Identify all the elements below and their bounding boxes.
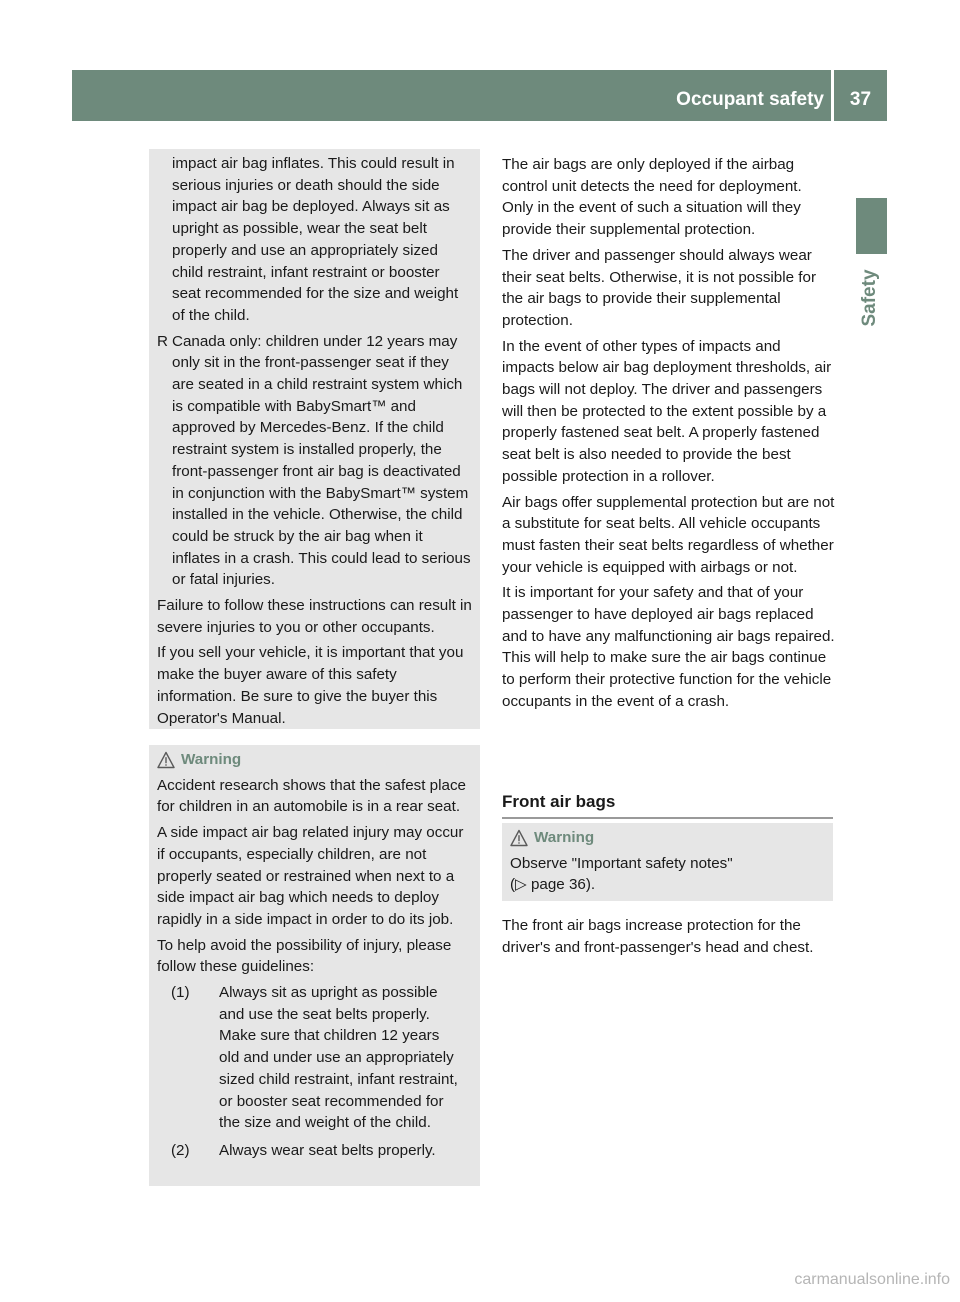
safety-note-box [149,149,480,729]
watermark: carmanualsonline.info [794,1271,950,1288]
paragraph: Accident research shows that the safest place for children in an automobile is in a rear seat. [157,776,466,816]
warning-heading [157,749,472,771]
warning-text: Observe "Important safety notes" [510,854,733,872]
list-text: Always wear seat belts properly. [219,1141,436,1159]
section-divider [502,817,833,819]
warning-heading [510,827,825,849]
paragraph: The air bags are only deployed if the airbag control unit detects the need for deployment. Only in the event of such a situation will they provide their supplemental protection. [502,156,802,239]
bullet-item [157,331,472,591]
paragraph: To help avoid the possibility of injury, please follow these guidelines: [157,936,452,976]
page-reference-link[interactable]: (▷ page 36). [510,876,596,894]
paragraph: Air bags offer supplemental protection but are not a substitute for seat belts. All vehicle occupants must fasten their seat belts regardless of whether your vehicle is equipped with airbags or not. [502,493,835,576]
paragraph: A side impact air bag related injury may occur if occupants, especially children, are not properly seated or restrained when next to a side impact air bag which needs to deploy rapidly in a side impact in order to do its job. [157,824,464,928]
warning-box [149,745,480,1186]
front-airbag-text [502,915,835,962]
section-label: Safety [859,269,880,327]
section-tab [856,198,887,254]
list-item [157,1140,472,1162]
list-number: (2) [171,1141,190,1159]
paragraph: The front air bags increase protection for the driver's and front-passenger's head and chest. [502,917,814,956]
paragraph: If you sell your vehicle, it is important that you make the buyer aware of this safety information. Be sure to give the buyer this Operator's Manual. [157,644,464,727]
list-number: (1) [171,984,190,1002]
warning-label: Warning [181,751,242,768]
warning-box [502,823,833,901]
right-column [502,154,835,717]
paragraph: It is important for your safety and that of your passenger to have deployed air bags replaced and to have any malfunctioning air bags repaired. This will help to make sure the air bags continue to perform their protective function for the vehicle occupants in the event of a crash. [502,584,835,710]
bullet-symbol: R [157,332,168,350]
list-item [157,982,472,1134]
warning-triangle-icon [510,829,528,847]
paragraph: The driver and passenger should always wear their seat belts. Otherwise, it is not possible for the air bags to provide their supplemental protection. [502,246,817,329]
bullet-text: Canada only: children under 12 years may only sit in the front-passenger seat if they are seated in a child restraint system which is compatible with BabySmart™ and approved by Mercedes-Benz. If the child restraint system is installed properly, the front-passenger front air bag is deactivated in conjunction with the BabySmart™ system installed in the vehicle. Otherwise, the child could be struck by the air bag when it inflates in a crash. This could lead to serious or fatal injuries. [172,332,471,589]
warning-triangle-icon [157,751,175,769]
list-text: Always sit as upright as possible and use the seat belts properly. Make sure that children 12 years old and under use an appropriately sized child restraint, infant restraint, or booster seat recommended for the size and weight of the child. [219,984,458,1132]
header-divider [831,70,834,121]
warning-label: Warning [534,829,595,846]
section-heading: Front air bags [502,792,616,811]
paragraph: Failure to follow these instructions can result in severe injuries to you or other occupants. [157,597,472,636]
continued-text: impact air bag inflates. This could result in serious injuries or death should the side impact air bag be deployed. Always sit as upright as possible, wear the seat belt properly and use an appropriately sized child restraint, infant restraint or booster seat recommended for the size and weight of the child. [172,155,459,324]
paragraph: In the event of other types of impacts and impacts below air bag deployment thresholds, air bags will not deploy. The driver and passengers will then be protected to the extent possible by a properly fastened seat belt. A properly fastened seat belt is also needed to provide the best possible protection in a rollover. [502,337,832,485]
page-number: 37 [849,89,872,110]
page-title: Occupant safety [676,89,824,110]
